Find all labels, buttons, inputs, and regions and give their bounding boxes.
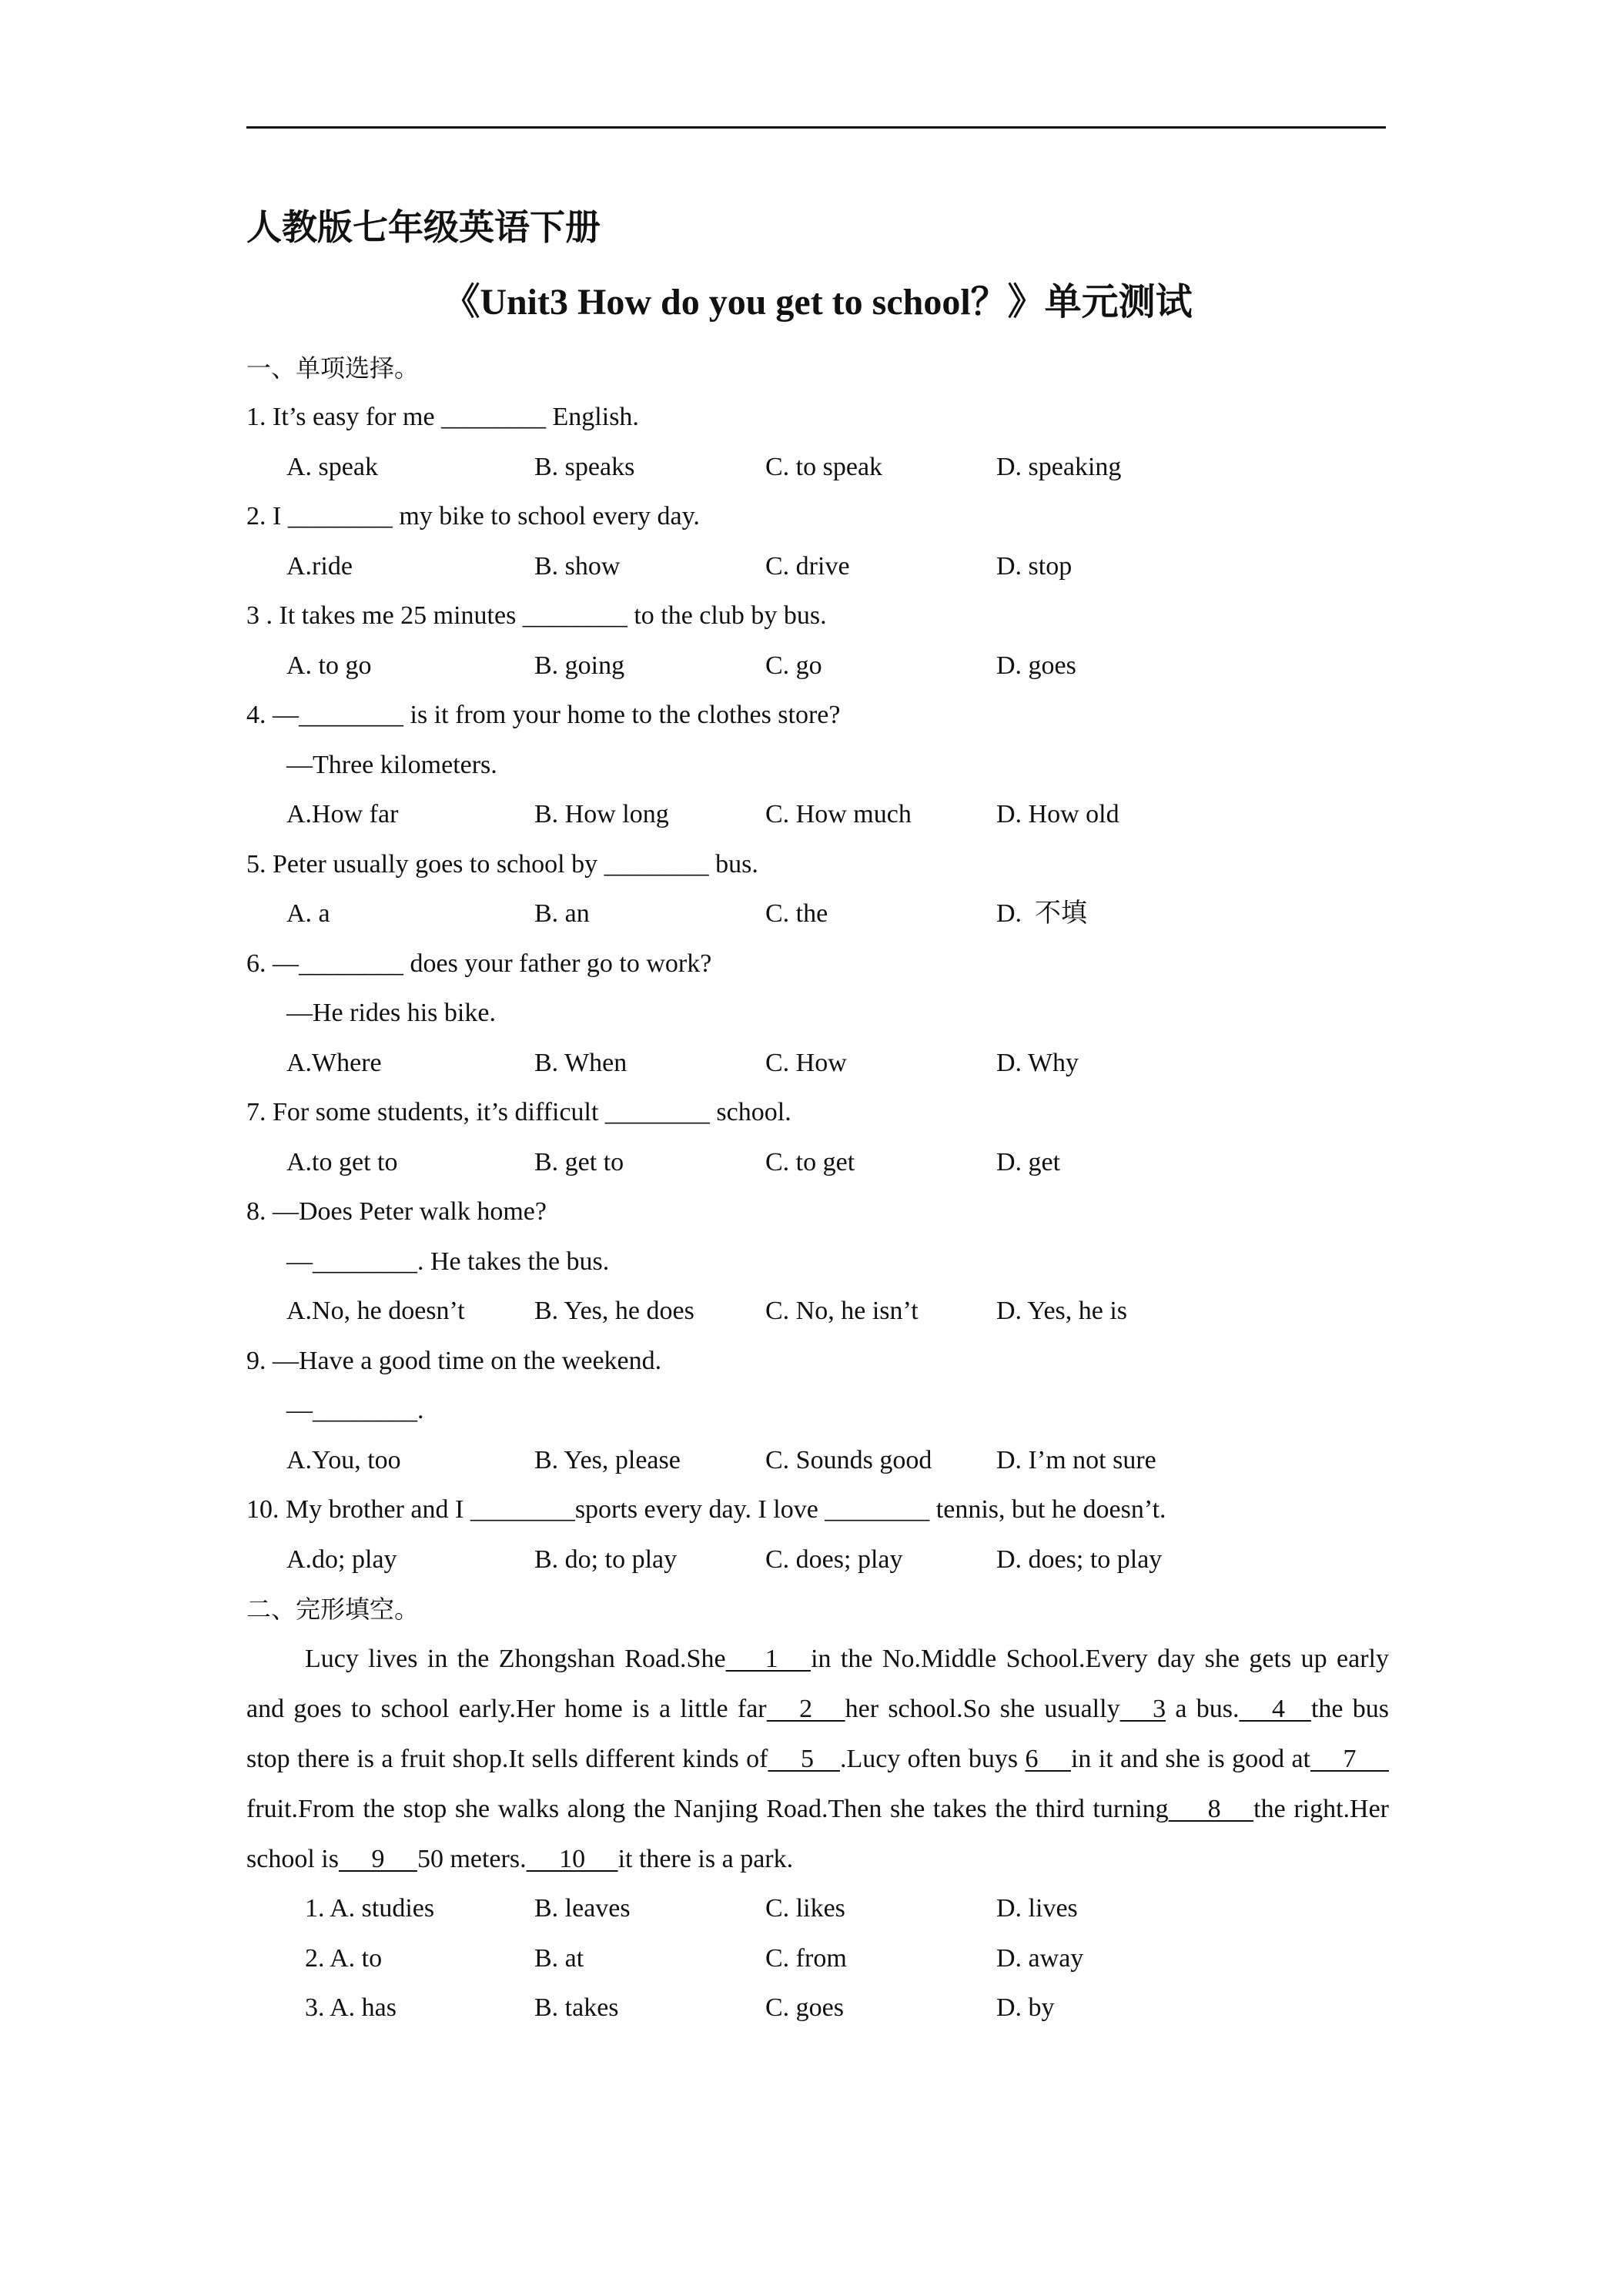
section-single-choice [246,343,1389,1585]
cloze-passage [246,1634,1389,1884]
question-stem: 5. Peter usually goes to school by ________ bus. [246,849,758,879]
cloze-blank: 7 [1310,1745,1390,1773]
question-stem: 6. —________ does your father go to work? [246,949,712,978]
option-d: D. Yes, he is [996,1297,1128,1325]
option-row [246,443,1389,493]
option-b: B. show [534,551,621,581]
passage-text: 50 meters. [417,1845,527,1873]
cloze-blank: 4 [1239,1695,1311,1723]
question-item [246,939,1389,1089]
section-heading: 一、单项选择。 [246,353,420,383]
cloze-option-row [246,1934,1389,1984]
question-dialogue-line: —________. [286,1396,424,1424]
cloze-option-row [246,1884,1389,1934]
option-row [246,1436,1389,1486]
option-a: A.ride [286,551,353,581]
option-c: C. likes [765,1894,845,1923]
option-row [246,1287,1389,1337]
option-b: B. at [534,1943,584,1973]
passage-text: Lucy lives in the Zhongshan Road.She [305,1645,726,1673]
cloze-blank: 1 [725,1645,812,1673]
option-c: C. How much [765,800,912,828]
option-c: C. from [765,1943,847,1973]
cloze-blank: 2 [766,1695,845,1723]
question-item [246,1088,1389,1187]
option-d: D. Why [996,1048,1079,1077]
option-d: D. away [996,1943,1084,1973]
cloze-blank: 6 [1025,1745,1071,1773]
option-row [246,1039,1389,1089]
option-row [246,790,1389,840]
option-b: B. When [534,1048,627,1077]
passage-text: the bus stop there is a fruit shop.It sells different kinds of [246,1695,1389,1773]
option-b: B. Yes, he does [534,1297,694,1325]
question-item [246,840,1389,939]
question-stem: 3 . It takes me 25 minutes ________ to the club by bus. [246,601,827,630]
option-b: B. How long [534,800,669,828]
option-d: D. How old [996,800,1119,828]
cloze-blank: 8 [1168,1795,1254,1823]
option-a: A.do; play [286,1545,397,1574]
question-item [246,691,1389,840]
cloze-blank: 3 [1119,1695,1166,1723]
option-c: C. No, he isn’t [765,1297,919,1325]
cloze-blank: 9 [338,1845,417,1873]
question-stem: 9. —Have a good time on the weekend. [246,1346,662,1375]
passage-text: in it and she is good at [1070,1745,1311,1773]
option-a: A. a [286,899,330,928]
question-item [246,1187,1389,1337]
question-dialogue-line: —He rides his bike. [286,999,496,1027]
question-stem: 10. My brother and I ________sports every day. I love ________ tennis, but he doesn’t. [246,1495,1166,1524]
option-b: B. do; to play [534,1545,678,1574]
option-a: A.Where [286,1048,382,1077]
option-b: B. speaks [534,452,635,481]
passage-text: a bus. [1166,1695,1240,1723]
option-b: B. takes [534,1993,619,2022]
option-d: D. goes [996,651,1076,680]
question-stem: 7. For some students, it’s difficult ________ school. [246,1098,791,1126]
option-row [246,542,1389,592]
option-b: B. going [534,651,625,680]
question-item [246,492,1389,591]
option-c: C. drive [765,551,850,581]
option-d: D. 不填 [996,899,1088,928]
cloze-option-row [246,1983,1389,2033]
cloze-blank: 10 [526,1845,618,1873]
passage-text: it there is a park. [617,1845,794,1873]
option-c: C. does; play [765,1545,903,1574]
option-c: C. to speak [765,452,883,481]
section-cloze [246,1585,1389,2033]
option-a: A.You, too [286,1445,401,1474]
option-a: 1. A. studies [305,1894,435,1923]
option-b: B. get to [534,1147,624,1176]
question-stem: 8. —Does Peter walk home? [246,1197,547,1226]
option-a: 3. A. has [305,1993,397,2022]
question-stem: 4. —________ is it from your home to the clothes store? [246,701,841,729]
passage-text: her school.So she usually [845,1695,1120,1723]
option-row [246,889,1389,939]
option-a: A.to get to [286,1147,398,1176]
option-d: D. stop [996,551,1073,581]
question-dialogue-line: —Three kilometers. [286,750,497,779]
header-rule [246,126,1386,129]
cloze-question-list [246,1884,1389,2033]
option-c: C. Sounds good [765,1445,932,1474]
question-list [246,393,1389,1585]
unit-title: 《Unit3 How do you get to school？》单元测试 [443,282,1193,323]
document-body [246,192,1389,2033]
passage-text: fruit.From the stop she walks along the Nanjing Road.Then she takes the third turning [246,1795,1169,1823]
option-c: C. goes [765,1993,844,2022]
option-d: D. I’m not sure [996,1445,1156,1474]
question-item [246,393,1389,492]
question-stem: 2. I ________ my bike to school every day. [246,502,700,530]
option-a: A. speak [286,452,378,481]
option-row [246,641,1389,691]
passage-text: the right.Her school is [246,1795,1390,1873]
question-item [246,1337,1389,1486]
option-row [246,1535,1389,1585]
option-d: D. get [996,1147,1061,1176]
passage-text: .Lucy often buys [839,1745,1026,1773]
option-a: A. to go [286,651,372,680]
question-item [246,591,1389,691]
option-c: C. How [765,1048,847,1077]
question-item [246,1485,1389,1585]
option-d: D. by [996,1993,1055,2022]
option-b: B. Yes, please [534,1445,681,1474]
option-a: A.How far [286,800,399,828]
question-stem: 1. It’s easy for me ________ English. [246,403,639,431]
question-dialogue-line: —________. He takes the bus. [286,1247,610,1276]
option-d: D. lives [996,1894,1078,1923]
option-b: B. leaves [534,1894,631,1923]
option-d: D. does; to play [996,1545,1163,1574]
cloze-blank: 5 [768,1745,840,1773]
option-b: B. an [534,899,590,928]
passage-text: in the No.Middle School.Every day she gets up early and goes to school early.Her home is a little far [246,1645,1389,1723]
option-c: C. the [765,899,828,928]
option-a: A.No, he doesn’t [286,1297,465,1325]
option-d: D. speaking [996,452,1122,481]
option-c: C. go [765,651,822,680]
option-row [246,1138,1389,1188]
option-c: C. to get [765,1147,855,1176]
option-a: 2. A. to [305,1943,383,1973]
series-title: 人教版七年级英语下册 [246,206,601,248]
section-heading: 二、完形填空。 [246,1595,420,1624]
